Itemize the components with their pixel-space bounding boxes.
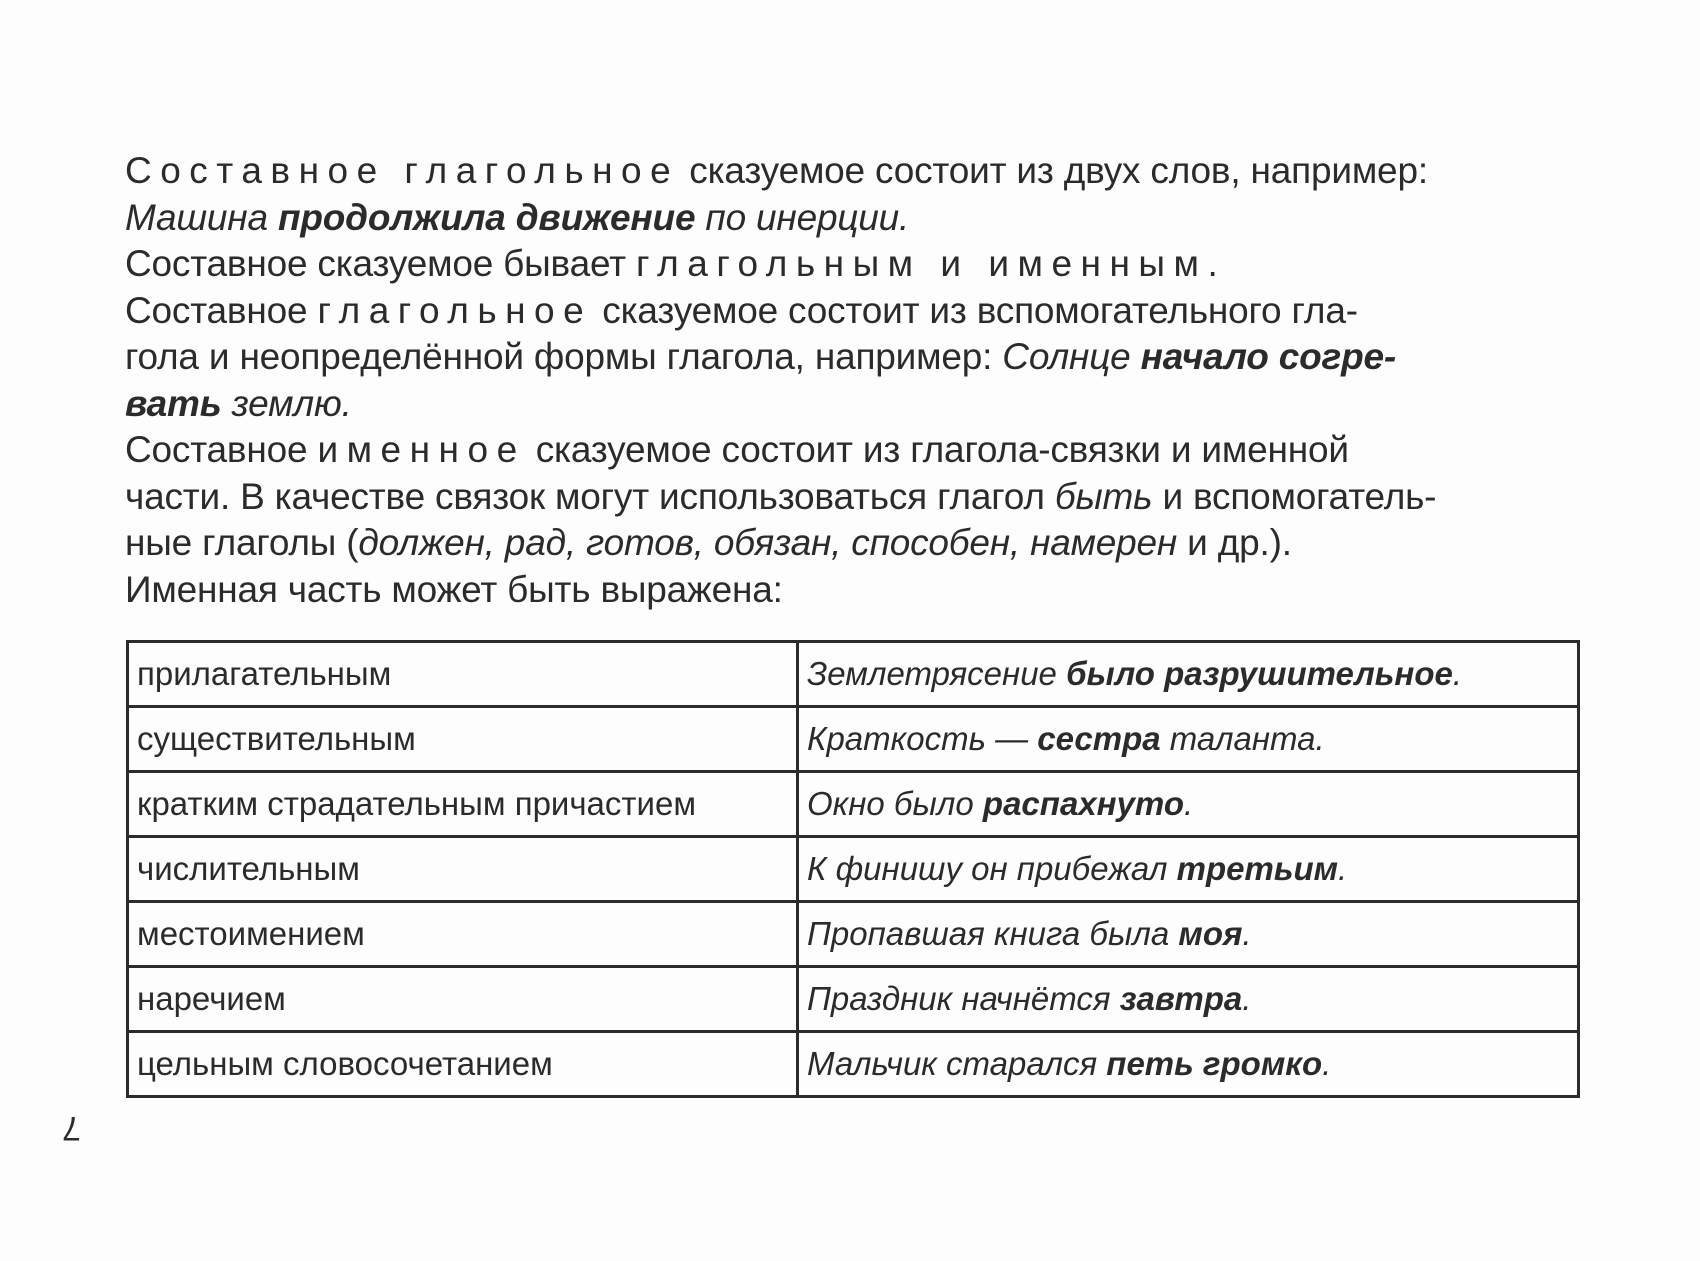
- table-row: [128, 707, 1579, 772]
- form-cell: наречием: [128, 967, 798, 1032]
- table-row: [128, 837, 1579, 902]
- table-row: [128, 1032, 1579, 1097]
- example-cell: Краткость — сестра таланта.: [798, 707, 1579, 772]
- example-cell: Землетрясение было разрушительное.: [798, 642, 1579, 707]
- page-number: 7: [62, 1109, 81, 1147]
- highlighted-predicate: начало согре-: [1140, 336, 1396, 377]
- example-cell: Мальчик старался петь громко.: [798, 1032, 1579, 1097]
- text-line: Составное именное сказуемое состоит из глагола-связки и именной: [125, 429, 1349, 470]
- text-line: части. В качестве связок могут использоваться глагол быть и вспомогатель-: [125, 475, 1437, 517]
- spaced-term: именное: [317, 429, 526, 470]
- text-line: гола и неопределённой формы глагола, например: Солнце начало согре-: [125, 336, 1396, 377]
- example-cell: Праздник начнётся завтра.: [798, 967, 1579, 1032]
- table-row: [128, 967, 1579, 1032]
- text-line: Составное глагольное сказуемое состоит из двух слов, например:: [125, 150, 1428, 191]
- table-row: [128, 772, 1579, 837]
- text-line: Составное глагольное сказуемое состоит из вспомогательного гла-: [125, 289, 1358, 331]
- spaced-term: глагольное: [317, 289, 593, 331]
- form-cell: местоимением: [128, 902, 798, 967]
- form-cell: числительным: [128, 837, 798, 902]
- example-line: вать землю.: [125, 382, 352, 424]
- example-cell: Пропавшая книга была моя.: [798, 902, 1579, 967]
- theory-text: [125, 148, 1605, 613]
- example-cell: К финишу он прибежал третьим.: [798, 837, 1579, 902]
- text-line: Именная часть может быть выражена:: [125, 568, 783, 610]
- text-line: ные глаголы (должен, рад, готов, обязан, способен, намерен и др.).: [125, 522, 1292, 563]
- table-row: [128, 902, 1579, 967]
- nominal-part-table: [126, 640, 1580, 1098]
- form-cell: цельным словосочетанием: [128, 1032, 798, 1097]
- spaced-term: Составное глагольное: [125, 150, 680, 191]
- form-cell: существительным: [128, 707, 798, 772]
- form-cell: прилагательным: [128, 642, 798, 707]
- example-line: Машина продолжила движение по инерции.: [125, 196, 910, 238]
- example-cell: Окно было распахнуто.: [798, 772, 1579, 837]
- highlighted-predicate: вать: [125, 382, 222, 424]
- table-row: [128, 642, 1579, 707]
- highlighted-predicate: продолжила движение: [277, 196, 696, 238]
- spaced-term: именным: [988, 243, 1208, 284]
- spaced-term: глагольным: [635, 243, 922, 284]
- text-line: Составное сказуемое бывает глагольным и именным.: [125, 243, 1218, 284]
- form-cell: кратким страдательным причастием: [128, 772, 798, 837]
